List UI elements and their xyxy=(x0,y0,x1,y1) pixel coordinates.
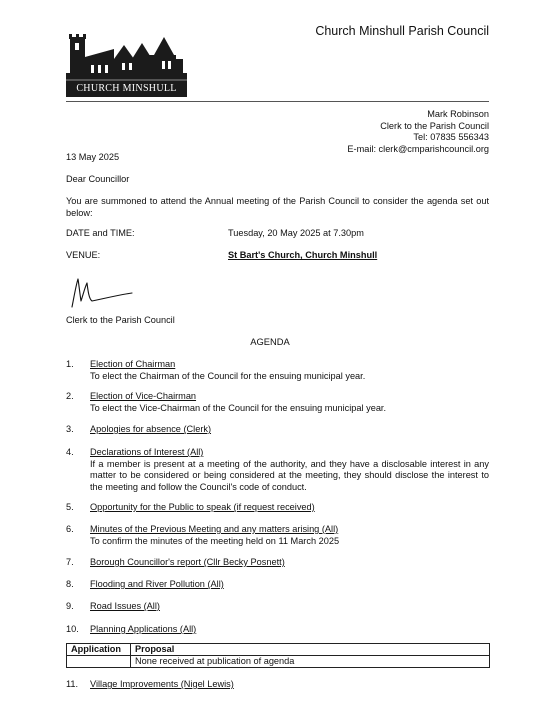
clerk-role: Clerk to the Parish Council xyxy=(380,120,489,131)
table-header-row xyxy=(67,644,490,656)
clerk-name: Mark Robinson xyxy=(427,109,489,119)
clerk-contact-block xyxy=(347,109,489,156)
datetime-label: DATE and TIME: xyxy=(66,228,135,238)
agenda-title: AGENDA xyxy=(250,336,290,347)
agenda-item-title: Village Improvements (Nigel Lewis) xyxy=(90,679,234,689)
agenda-item-title: Opportunity for the Public to speak (if request received) xyxy=(90,502,315,512)
column-header-application: Application xyxy=(67,644,131,656)
clerk-email: E-mail: clerk@cmparishcouncil.org xyxy=(347,144,489,155)
agenda-item-number: 8. xyxy=(66,579,74,589)
column-header-proposal: Proposal xyxy=(131,644,490,656)
agenda-item-title: Minutes of the Previous Meeting and any matters arising (All) xyxy=(90,524,339,534)
venue-label: VENUE: xyxy=(66,250,101,260)
clerk-telephone: Tel: 07835 556343 xyxy=(413,132,489,143)
agenda-item-title: Planning Applications (All) xyxy=(90,624,197,634)
agenda-item-number: 9. xyxy=(66,601,74,611)
header-divider xyxy=(66,101,489,102)
salutation: Dear Councillor xyxy=(66,174,130,184)
agenda-item-title: Apologies for absence (Clerk) xyxy=(90,424,212,434)
clerk-signature xyxy=(66,271,138,315)
agenda-item-number: 2. xyxy=(66,391,74,401)
agenda-item-title: Road Issues (All) xyxy=(90,601,160,611)
agenda-item-title: Election of Vice-Chairman xyxy=(90,391,197,401)
datetime-value: Tuesday, 20 May 2025 at 7.30pm xyxy=(228,228,364,238)
church-logo xyxy=(66,29,187,97)
agenda-item-number: 7. xyxy=(66,557,74,567)
agenda-item-description: To elect the Chairman of the Council for the ensuing municipal year. xyxy=(90,370,366,381)
agenda-item-number: 10. xyxy=(66,624,79,634)
agenda-item-number: 5. xyxy=(66,502,74,512)
venue-value: St Bart's Church, Church Minshull xyxy=(228,250,378,260)
agenda-item-title: Election of Chairman xyxy=(90,359,176,369)
table-row xyxy=(67,656,490,668)
agenda-item-title: Declarations of Interest (All) xyxy=(90,447,204,457)
agenda-item-number: 6. xyxy=(66,524,74,534)
logo-text: CHURCH MINSHULL xyxy=(76,82,177,94)
summons-paragraph: You are summoned to attend the Annual meeting of the Parish Council to consider the agenda set out below: xyxy=(66,196,489,218)
agenda-item-description: If a member is present at a meeting of the authority, and they have a disclosable interest in any matter to be considered or being considered at the meeting, they should disclose the interest to the meeting and follow the Council's code of conduct. xyxy=(90,458,489,492)
proposal-cell: None received at publication of agenda xyxy=(131,656,490,668)
agenda-item-number: 3. xyxy=(66,424,74,434)
agenda-item-title: Flooding and River Pollution (All) xyxy=(90,579,224,589)
agenda-item-number: 1. xyxy=(66,359,74,369)
agenda-item-description: To elect the Vice-Chairman of the Council for the ensuing municipal year. xyxy=(90,402,387,413)
agenda-item-number: 4. xyxy=(66,447,74,457)
application-cell xyxy=(67,656,131,668)
council-name: Church Minshull Parish Council xyxy=(315,24,489,38)
agenda-item-title: Borough Councillor's report (Cllr Becky Posnett) xyxy=(90,557,285,567)
planning-applications-table xyxy=(66,643,490,668)
agenda-item-description: To confirm the minutes of the meeting held on 11 March 2025 xyxy=(90,535,340,546)
agenda-item-number: 11. xyxy=(66,679,79,689)
letter-date: 13 May 2025 xyxy=(66,152,120,162)
signoff: Clerk to the Parish Council xyxy=(66,315,175,325)
